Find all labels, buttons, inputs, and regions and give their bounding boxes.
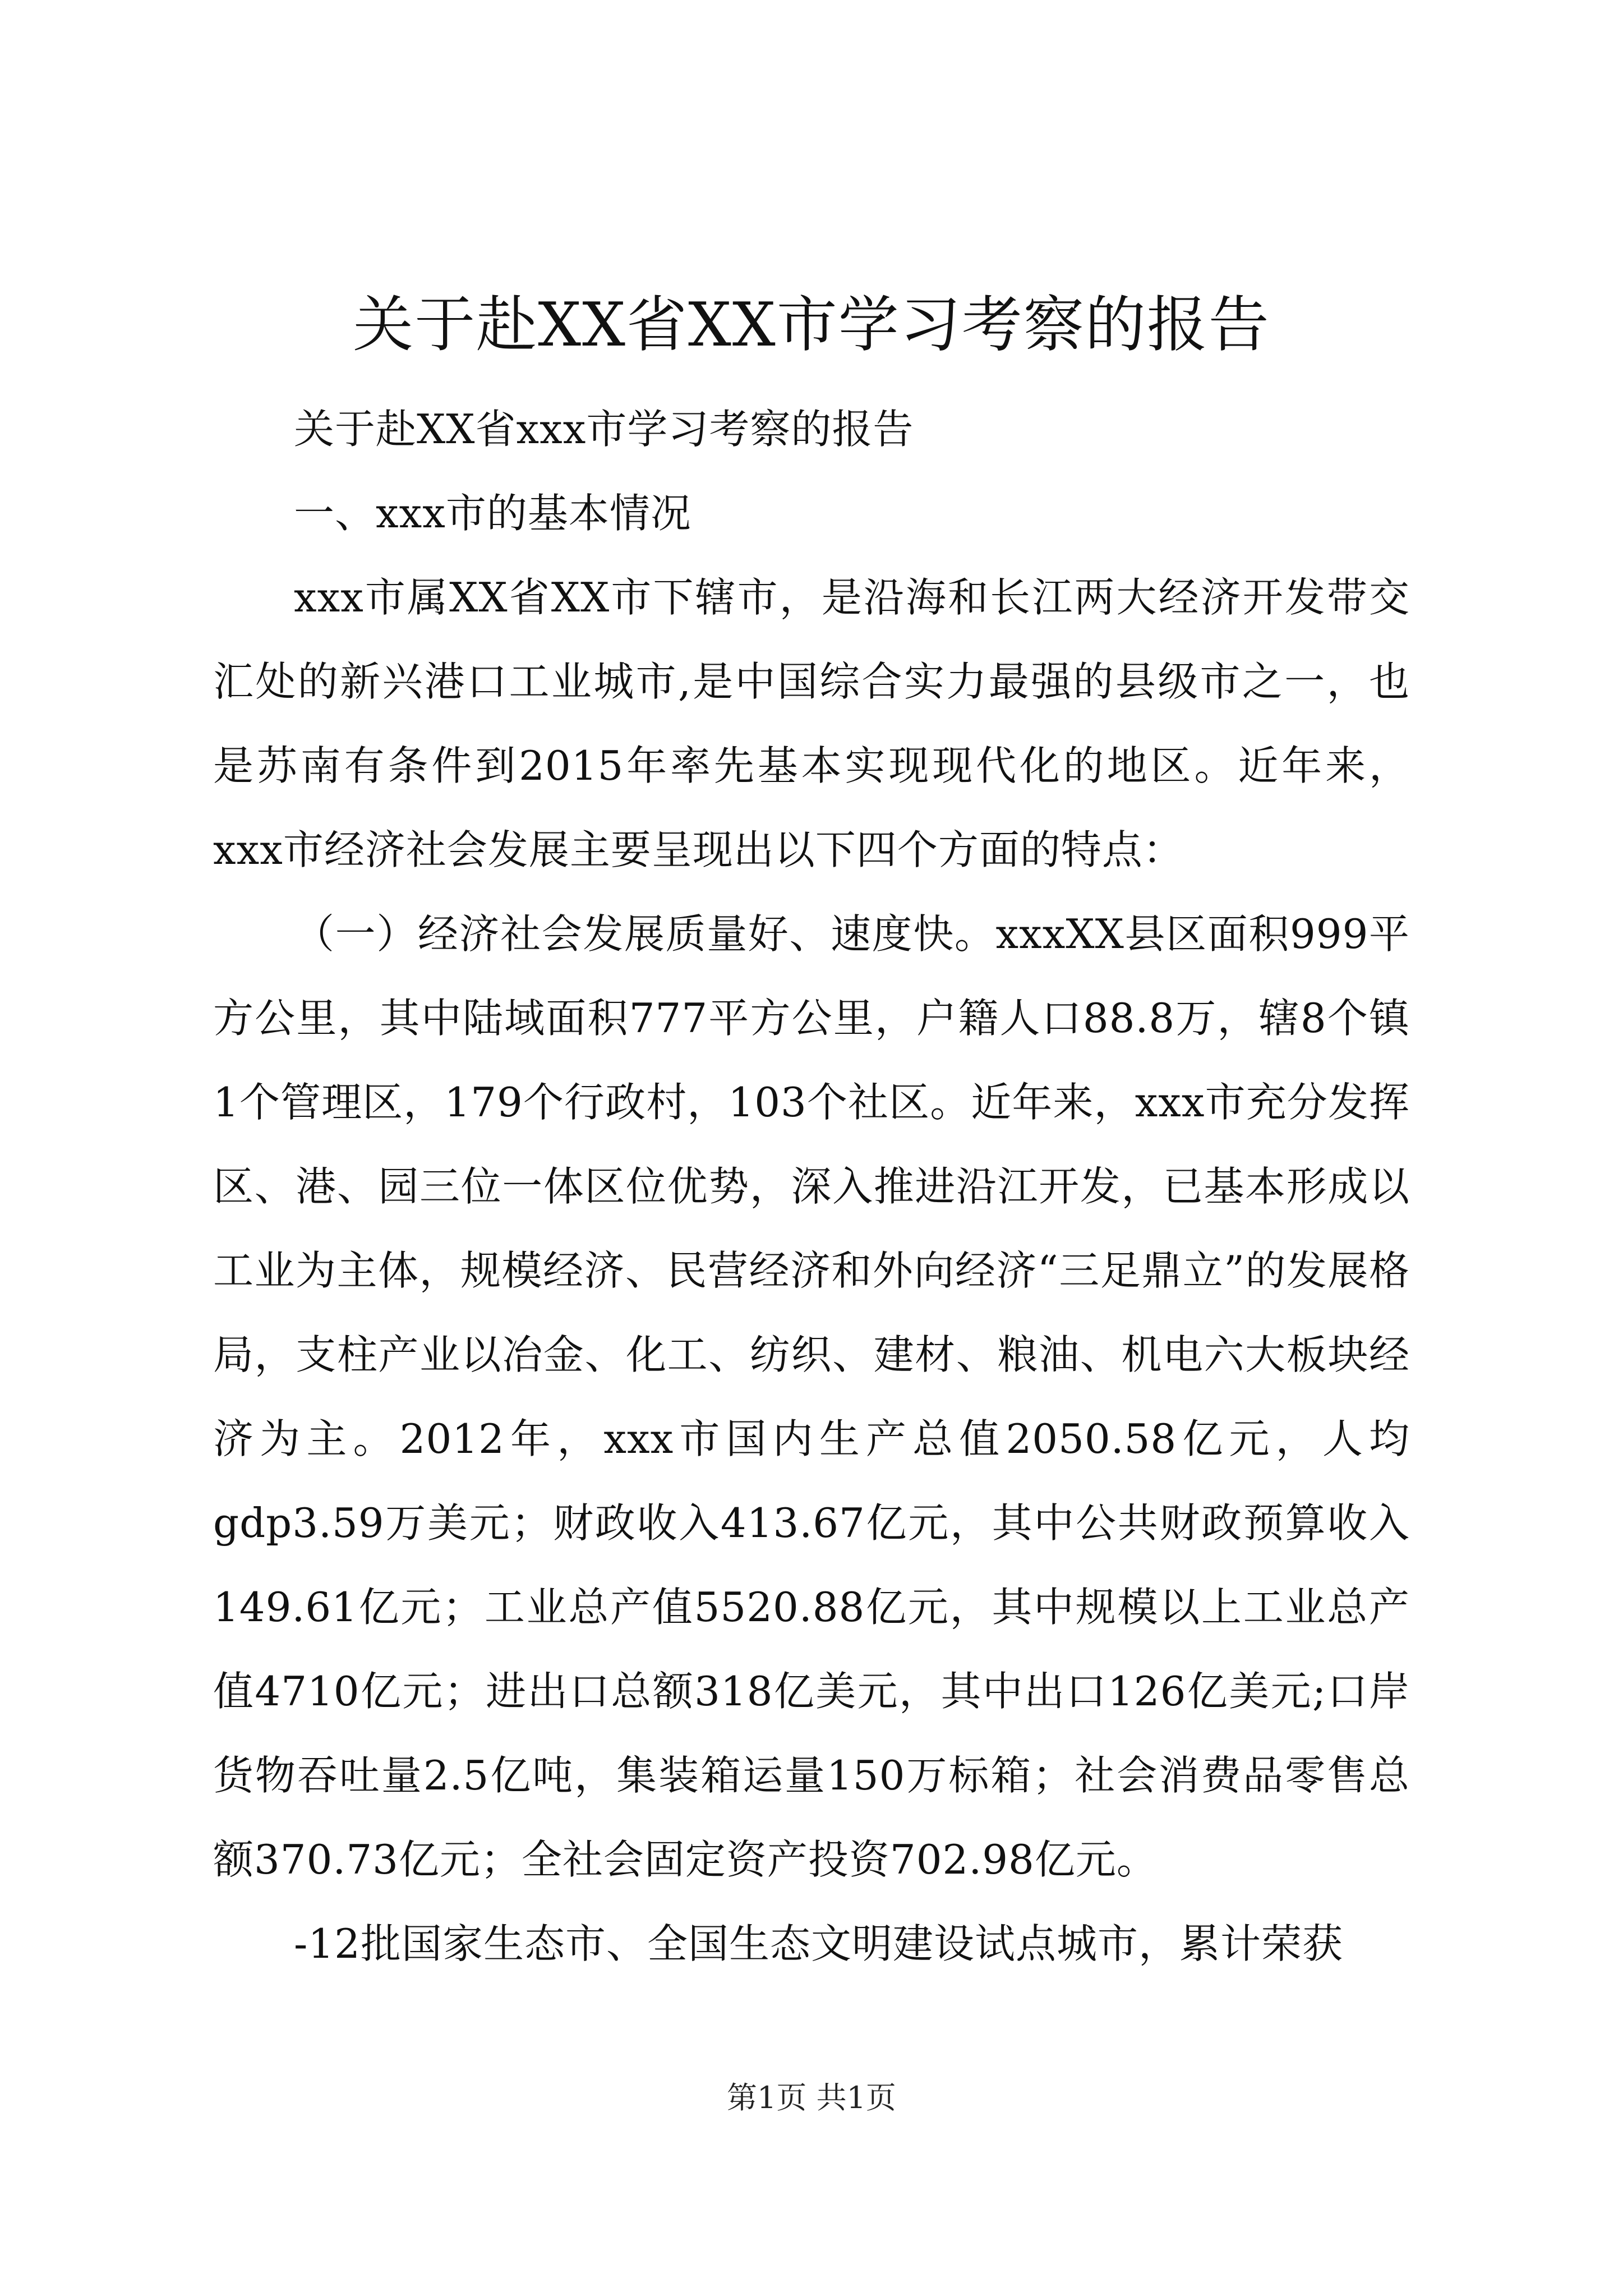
- section-heading: 一、xxx市的基本情况: [294, 490, 691, 537]
- body-paragraph: （一）经济社会发展质量好、速度快。xxxXX县区面积999平方公里，其中陆域面积777平方公里，户籍人口88.8万，辖8个镇1个管理区，179个行政村，103个社区。近年来，xxx市充分发挥区、港、园三位一体区位优势，深入推进沿江开发，已基本形成以工业为主体，规模经济、民营经济和外向经济“三足鼎立”的发展格局，支柱产业以冶金、化工、纺织、建材、粮油、机电六大板块经济为主。2012年，xxx市国内生产总值2050.58亿元，人均gdp3.59万美元；财政收入413.67亿元，其中公共财政预算收入149.61亿元；工业总产值5520.88亿元，其中规模以上工业总产值4710亿元；进出口总额318亿美元，其中出口126亿美元;口岸货物吞吐量2.5亿吨，集装箱运量150万标箱；社会消费品零售总额370.73亿元；全社会固定资产投资702.98亿元。: [213, 910, 1410, 1883]
- body-paragraph: -12批国家生态市、全国生态文明建设试点城市，累计荣获: [294, 1920, 1343, 1967]
- subtitle-paragraph: 关于赴XX省xxx市学习考察的报告: [294, 406, 914, 453]
- document-title: 关于赴XX省XX市学习考察的报告: [353, 290, 1270, 360]
- document-body: [213, 387, 1410, 1986]
- body-paragraph: xxx市属XX省XX市下辖市，是沿海和长江两大经济开发带交汇处的新兴港口工业城市,是中国综合实力最强的县级市之一，也是苏南有条件到2015年率先基本实现现代化的地区。近年来，xxx市经济社会发展主要呈现出以下四个方面的特点：: [213, 574, 1410, 873]
- page-footer: 第1页 共1页: [727, 2080, 896, 2115]
